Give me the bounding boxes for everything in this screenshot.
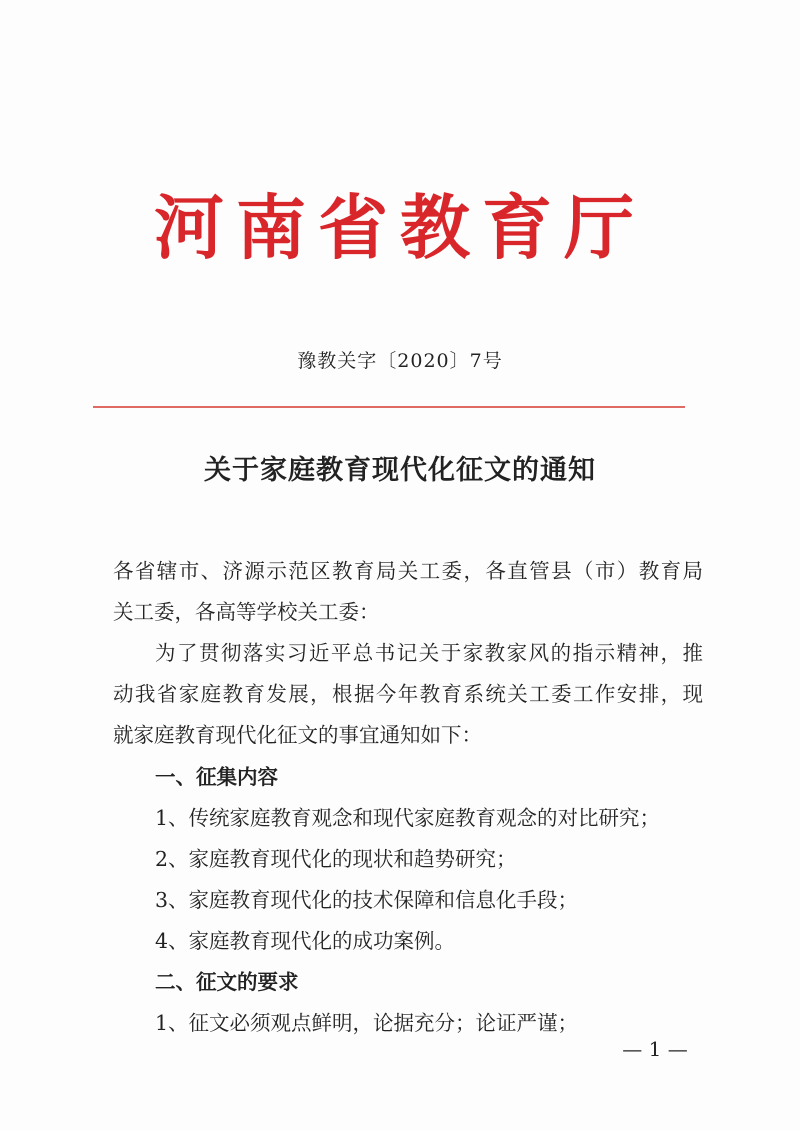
masthead-separator: [93, 406, 685, 408]
list-item: 2、家庭教育现代化的现状和趋势研究；: [155, 847, 517, 871]
salutation-line: 各省辖市、济源示范区教育局关工委，各直管县（市）教育局: [113, 559, 703, 583]
document-number: 豫教关字〔2020〕7号: [297, 350, 503, 372]
intro-line: 就家庭教育现代化征文的事宜通知如下：: [113, 723, 482, 747]
intro-line: 动我省家庭教育发展，根据今年教育系统关工委工作安排，现: [113, 682, 703, 706]
list-item: 1、传统家庭教育观念和现代家庭教育观念的对比研究；: [155, 806, 661, 830]
list-item: 3、家庭教育现代化的技术保障和信息化手段；: [155, 888, 579, 912]
issuer-masthead: 河南省教育厅: [154, 186, 646, 269]
document-title: 关于家庭教育现代化征文的通知: [204, 455, 596, 486]
list-item: 1、征文必须观点鲜明，论据充分；论证严谨；: [155, 1011, 579, 1035]
salutation-line: 关工委，各高等学校关工委：: [113, 600, 380, 624]
section-heading: 一、征集内容: [155, 765, 278, 789]
list-item: 4、家庭教育现代化的成功案例。: [155, 929, 456, 953]
page-number: — 1 —: [622, 1037, 688, 1061]
intro-line: 为了贯彻落实习近平总书记关于家教家风的指示精神，推: [155, 641, 703, 665]
section-heading: 二、征文的要求: [155, 970, 299, 994]
